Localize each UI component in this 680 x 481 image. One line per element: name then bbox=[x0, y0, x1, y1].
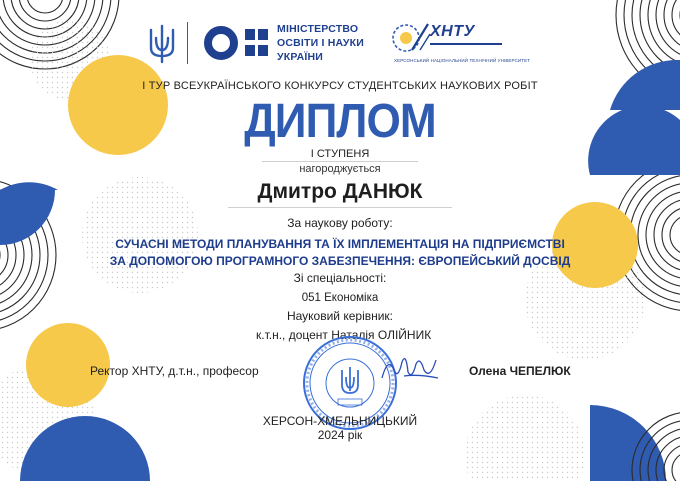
year: 2024 рік bbox=[317, 428, 363, 442]
work-title bbox=[0, 236, 680, 270]
ministry-logo-icon bbox=[203, 25, 271, 61]
recipient-name: Дмитро ДАНЮК bbox=[257, 180, 423, 203]
ministry-line-2: ОСВІТИ І НАУКИ bbox=[277, 37, 365, 49]
rector-title: Ректор ХНТУ, д.т.н., професор bbox=[90, 364, 259, 378]
university-underline bbox=[430, 43, 502, 45]
university-full-name: ХЕРСОНСЬКИЙ НАЦІОНАЛЬНИЙ ТЕХНІЧНИЙ УНІВЕРСИТЕТ bbox=[394, 58, 531, 63]
specialty-label: Зі спеціальності: bbox=[293, 271, 387, 285]
diploma-title: ДИПЛОМ bbox=[244, 95, 436, 148]
awarded-label: нагороджується bbox=[299, 163, 381, 175]
specialty-value: 051 Економіка bbox=[301, 292, 379, 304]
supervisor-label: Науковий керівник: bbox=[286, 309, 394, 323]
ministry-line-1: МІНІСТЕРСТВО bbox=[277, 23, 359, 35]
work-title-line-1: СУЧАСНІ МЕТОДИ ПЛАНУВАННЯ ТА ЇХ ІМПЛЕМЕНТАЦІЯ НА ПІДПРИЄМСТВІ bbox=[115, 237, 565, 251]
trident-emblem-icon bbox=[147, 24, 177, 64]
ministry-line-3: УКРАЇНИ bbox=[277, 51, 324, 63]
signature-scribble-icon bbox=[378, 350, 448, 386]
city-name: ХЕРСОН-ХМЕЛЬНИЦЬКИЙ bbox=[262, 414, 418, 428]
divider-line bbox=[262, 161, 418, 162]
university-short-name: ХНТУ bbox=[430, 23, 475, 40]
recipient-underline bbox=[228, 207, 452, 208]
university-logo-icon bbox=[392, 20, 432, 56]
competition-title: І ТУР ВСЕУКРАЇНСЬКОГО КОНКУРСУ СТУДЕНТСЬКИХ НАУКОВИХ РОБІТ bbox=[142, 80, 538, 92]
header-divider bbox=[187, 22, 188, 64]
footer bbox=[0, 414, 680, 442]
work-title-line-2: ЗА ДОПОМОГОЮ ПРОГРАМНОГО ЗАБЕЗПЕЧЕННЯ: ЄВРОПЕЙСЬКИЙ ДОСВІД bbox=[109, 254, 571, 268]
rector-name: Олена ЧЕПЕЛЮК bbox=[469, 364, 571, 378]
work-label: За наукову роботу: bbox=[287, 216, 393, 230]
ministry-name bbox=[277, 22, 364, 64]
supervisor-value: к.т.н., доцент Наталія ОЛІЙНИК bbox=[256, 328, 432, 342]
diploma-degree: І СТУПЕНЯ bbox=[310, 148, 370, 160]
